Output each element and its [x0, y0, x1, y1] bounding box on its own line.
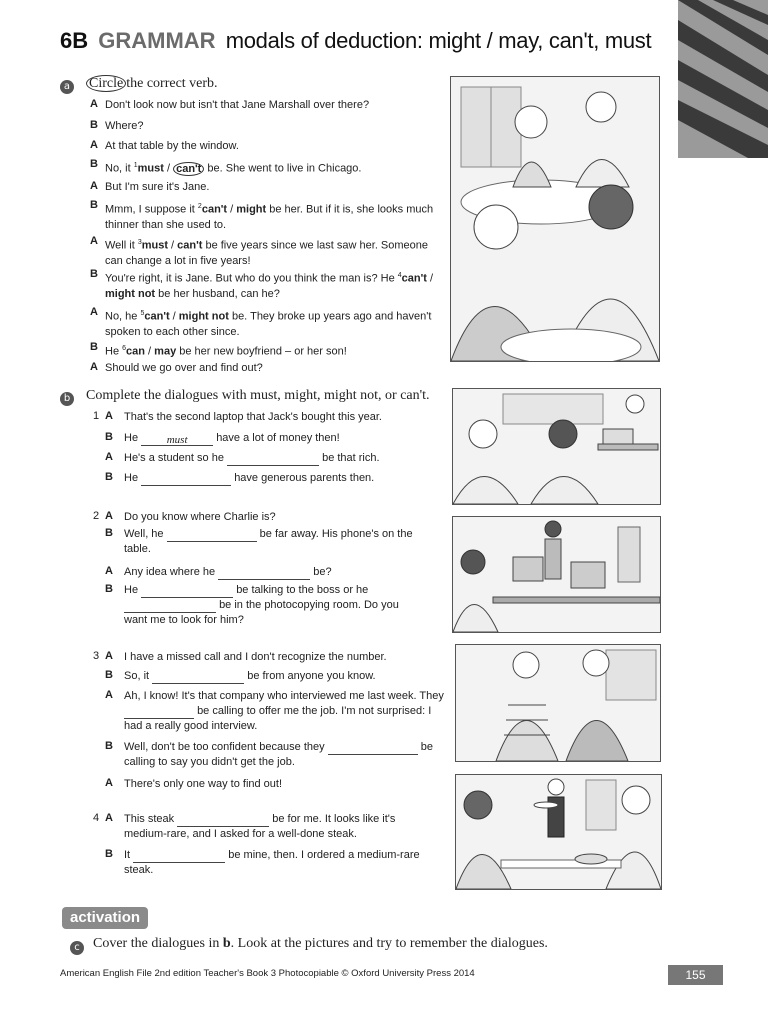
- cafe-scene-illustration: [450, 76, 660, 362]
- answer-blank[interactable]: [167, 529, 257, 542]
- page-number: 155: [668, 965, 723, 985]
- answer-blank[interactable]: [152, 671, 244, 684]
- answer-blank[interactable]: [141, 585, 233, 598]
- speaker-label: A: [90, 306, 98, 318]
- dialogue-line: Where?: [105, 120, 144, 132]
- speaker-label: B: [90, 268, 98, 280]
- corner-stripes-decoration: [678, 0, 768, 158]
- answer-blank[interactable]: [177, 814, 269, 827]
- dialogue-line: He $^6$can / may be her new boyfriend – or her son!: [105, 345, 347, 358]
- section-c-badge: c: [70, 941, 84, 955]
- speaker-label: B: [90, 341, 98, 353]
- speaker-label: A: [90, 235, 98, 247]
- dialogue-line: Should we go over and find out?: [105, 362, 263, 374]
- page-title: [60, 28, 651, 54]
- laptop-scene-illustration: [452, 388, 661, 505]
- speaker-label: A: [90, 139, 98, 151]
- answer-blank[interactable]: [124, 706, 194, 719]
- footer-copyright: American English File 2nd edition Teacher's Book 3 Photocopiable © Oxford University Press 2014: [60, 968, 475, 979]
- dialogue-line: You're right, it is Jane. But who do you think the man is? He $^4$can't / might not be her husband, can he?: [105, 272, 434, 300]
- dialogue-line: Well it $^3$must / can't be five years since we last saw her. Someone can change a lot in five years!: [105, 239, 429, 267]
- grammar-label: GRAMMAR: [98, 28, 216, 53]
- dialogue-number: 1: [93, 410, 100, 422]
- answer-blank[interactable]: [218, 567, 310, 580]
- dialogue-line: At that table by the window.: [105, 140, 239, 152]
- speaker-label: B: [90, 199, 98, 211]
- restaurant-icon: [456, 775, 661, 889]
- section-b-instruction: Complete the dialogues with must, might, might not, or can't.: [86, 388, 430, 403]
- office-icon: [453, 517, 660, 632]
- dialogue-line: No, it $^1$must / can't be. She went to live in Chicago.: [105, 162, 362, 175]
- restaurant-scene-illustration: [455, 774, 662, 890]
- lesson-code: 6B: [60, 28, 89, 53]
- phone-scene-illustration: [455, 644, 661, 762]
- speaker-label: A: [90, 361, 98, 373]
- answer-blank[interactable]: [141, 473, 231, 486]
- activation-label: activation: [62, 907, 148, 929]
- speaker-label: B: [90, 158, 98, 170]
- section-a-badge: a: [60, 80, 74, 94]
- speaker-label: B: [90, 119, 98, 131]
- section-a-instruction: Circle the correct verb.: [86, 76, 218, 92]
- section-c-instruction: Cover the dialogues in b. Look at the pictures and try to remember the dialogues.: [93, 936, 548, 951]
- speaker-label: A: [90, 180, 98, 192]
- dialogue-line: Mmm, I suppose it $^2$can't / might be her. But if it is, she looks much thinner than she used to.: [105, 203, 434, 231]
- section-b-badge: b: [60, 392, 74, 406]
- answer-blank[interactable]: [227, 453, 319, 466]
- circle-word: Circle: [86, 75, 126, 92]
- example-answer: must: [141, 433, 213, 446]
- dialogue-line: Don't look now but isn't that Jane Marshall over there?: [105, 99, 370, 111]
- cafe-scene-icon: [451, 77, 659, 361]
- office-scene-illustration: [452, 516, 661, 633]
- dialogue-line: But I'm sure it's Jane.: [105, 181, 210, 193]
- dialogue-line: No, he $^5$can't / might not be. They broke up years ago and haven't spoken to each other since.: [105, 310, 432, 338]
- couple-icon: [456, 645, 660, 761]
- students-icon: [453, 389, 660, 504]
- answer-blank[interactable]: [124, 600, 216, 613]
- answer-blank[interactable]: [328, 742, 418, 755]
- speaker-label: A: [90, 98, 98, 110]
- answer-blank[interactable]: [133, 850, 225, 863]
- lesson-topic: modals of deduction: might / may, can't, must: [225, 28, 652, 53]
